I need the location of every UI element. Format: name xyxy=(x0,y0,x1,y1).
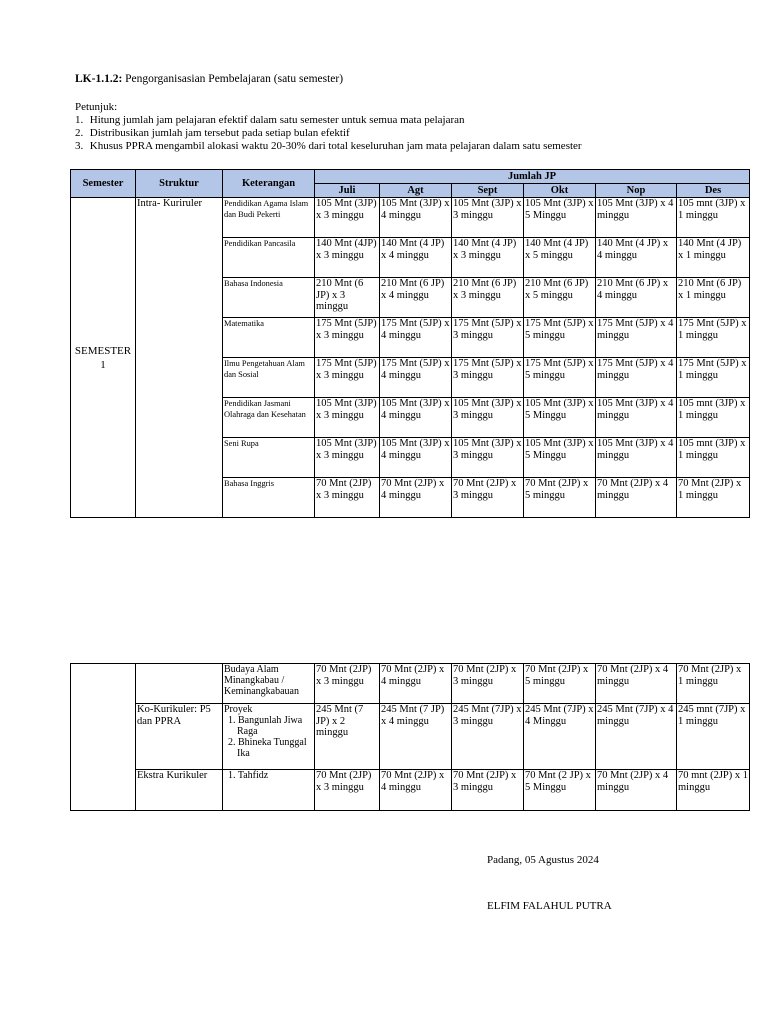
jp-cell: 70 Mnt (2JP) x 1 minggu xyxy=(677,664,750,704)
jp-cell: 105 Mnt (3JP) x 4 minggu xyxy=(596,438,677,478)
header-jumlah-jp: Jumlah JP xyxy=(315,170,750,184)
instruction-text: Distribusikan jumlah jam tersebut pada setiap bulan efektif xyxy=(89,127,350,139)
jp-cell: 175 Mnt (5JP) x 3 minggu xyxy=(315,358,380,398)
jp-cell: 140 Mnt (4 JP) x 4 minggu xyxy=(596,238,677,278)
jp-cell: 175 Mnt (5JP) x 4 minggu xyxy=(380,318,452,358)
jp-cell: 245 Mnt (7 JP) x 4 minggu xyxy=(380,704,452,770)
jp-cell: 175 Mnt (5JP) x 4 minggu xyxy=(596,358,677,398)
jp-cell: 70 Mnt (2JP) x 3 minggu xyxy=(452,770,524,811)
jp-cell: 245 Mnt (7JP) x 4 minggu xyxy=(596,704,677,770)
list-number: 1. xyxy=(228,770,236,781)
jp-cell: 70 mnt (2JP) x 1 minggu xyxy=(677,770,750,811)
jp-cell: 105 mnt (3JP) x 1 minggu xyxy=(677,438,750,478)
keterangan-list xyxy=(224,715,313,759)
jp-cell: 245 Mnt (7JP) x 3 minggu xyxy=(452,704,524,770)
keterangan-cell xyxy=(223,704,315,770)
struktur-cell: Ko-Kurikuler: P5 dan PPRA xyxy=(136,704,223,770)
instructions-label: Petunjuk: xyxy=(75,101,118,113)
table-row xyxy=(71,198,750,238)
keterangan-cell: Pendidikan Agama Islam dan Budi Pekerti xyxy=(223,198,315,238)
jp-cell: 175 Mnt (5JP) x 4 minggu xyxy=(380,358,452,398)
jp-cell: 70 Mnt (2JP) x 1 minggu xyxy=(677,478,750,518)
jp-cell: 105 Mnt (3JP) x 3 minggu xyxy=(452,198,524,238)
jp-cell: 210 Mnt (6 JP) x 1 minggu xyxy=(677,278,750,318)
jp-cell: 70 Mnt (2 JP) x 5 Minggu xyxy=(524,770,596,811)
jp-cell: 105 Mnt (3JP) x 5 Minggu xyxy=(524,438,596,478)
jp-cell: 70 Mnt (2JP) x 4 minggu xyxy=(380,478,452,518)
jp-cell: 70 Mnt (2JP) x 3 minggu xyxy=(315,664,380,704)
jp-cell: 105 Mnt (3JP) x 3 minggu xyxy=(315,398,380,438)
header-month: Des xyxy=(677,184,750,198)
jp-cell: 105 Mnt (3JP) x 3 minggu xyxy=(452,398,524,438)
jp-cell: 245 Mnt (7JP) x 4 Minggu xyxy=(524,704,596,770)
allocation-table-part-2 xyxy=(70,663,750,811)
list-text: Tahfidz xyxy=(237,770,269,781)
table-row xyxy=(71,704,750,770)
jp-cell: 70 Mnt (2JP) x 3 minggu xyxy=(452,478,524,518)
jp-cell: 140 Mnt (4 JP) x 5 minggu xyxy=(524,238,596,278)
keterangan-cell: Bahasa Indonesia xyxy=(223,278,315,318)
jp-cell: 105 Mnt (3JP) x 4 minggu xyxy=(596,398,677,438)
list-number: 1. xyxy=(228,715,236,726)
jp-cell: 175 Mnt (5JP) x 3 minggu xyxy=(452,318,524,358)
instruction-number: 2. xyxy=(75,127,84,139)
jp-cell: 210 Mnt (6 JP) x 4 minggu xyxy=(380,278,452,318)
jp-cell: 140 Mnt (4 JP) x 4 minggu xyxy=(380,238,452,278)
jp-cell: 105 Mnt (3JP) x 4 minggu xyxy=(380,438,452,478)
instruction-number: 1. xyxy=(75,114,84,126)
jp-cell: 70 Mnt (2JP) x 4 minggu xyxy=(596,664,677,704)
table-row xyxy=(71,770,750,811)
jp-cell: 175 Mnt (5JP) x 4 minggu xyxy=(596,318,677,358)
list-item xyxy=(224,770,313,781)
header-month: Okt xyxy=(524,184,596,198)
instruction-item xyxy=(75,127,582,140)
jp-cell: 105 Mnt (3JP) x 3 minggu xyxy=(315,198,380,238)
keterangan-title: Proyek xyxy=(224,704,253,715)
instruction-text: Hitung jumlah jam pelajaran efektif dalam satu semester untuk semua mata pelajaran xyxy=(89,114,465,126)
keterangan-cell: Pendidikan Pancasila xyxy=(223,238,315,278)
keterangan-cell xyxy=(223,770,315,811)
jp-cell: 175 Mnt (5JP) x 1 minggu xyxy=(677,358,750,398)
jp-cell: 105 Mnt (3JP) x 5 Minggu xyxy=(524,198,596,238)
jp-cell: 105 mnt (3JP) x 1 minggu xyxy=(677,398,750,438)
jp-cell: 105 Mnt (3JP) x 4 minggu xyxy=(380,398,452,438)
document-title xyxy=(75,73,343,85)
list-item xyxy=(224,715,313,737)
keterangan-list xyxy=(224,770,313,781)
header-keterangan: Keterangan xyxy=(223,170,315,198)
instructions xyxy=(75,101,582,153)
jp-cell: 70 Mnt (2JP) x 3 minggu xyxy=(315,770,380,811)
jp-cell: 70 Mnt (2JP) x 4 minggu xyxy=(596,770,677,811)
header-month: Agt xyxy=(380,184,452,198)
jp-cell: 210 Mnt (6 JP) x 5 minggu xyxy=(524,278,596,318)
jp-cell: 175 Mnt (5JP) x 3 minggu xyxy=(452,358,524,398)
struktur-cell: Intra- Kuriruler xyxy=(136,198,223,518)
semester-cell xyxy=(71,664,136,811)
jp-cell: 70 Mnt (2JP) x 5 minggu xyxy=(524,478,596,518)
jp-cell: 70 Mnt (2JP) x 4 minggu xyxy=(596,478,677,518)
jp-cell: 245 Mnt (7 JP) x 2 minggu xyxy=(315,704,380,770)
jp-cell: 70 Mnt (2JP) x 4 minggu xyxy=(380,664,452,704)
jp-cell: 105 Mnt (3JP) x 3 minggu xyxy=(452,438,524,478)
allocation-table-part-1 xyxy=(70,169,750,518)
title-text: Pengorganisasian Pembelajaran (satu semester) xyxy=(122,73,344,85)
list-text: Bangunlah Jiwa Raga xyxy=(237,715,303,737)
header-semester: Semester xyxy=(71,170,136,198)
jp-cell: 105 Mnt (3JP) x 5 Minggu xyxy=(524,398,596,438)
jp-cell: 245 mnt (7JP) x 1 minggu xyxy=(677,704,750,770)
list-number: 2. xyxy=(228,737,236,748)
keterangan-cell: Budaya Alam Minangkabau / Keminangkabauan xyxy=(223,664,315,704)
keterangan-cell: Pendidikan Jasmani Olahraga dan Kesehatan xyxy=(223,398,315,438)
keterangan-cell: Matematika xyxy=(223,318,315,358)
jp-cell: 210 Mnt (6 JP) x 3 minggu xyxy=(315,278,380,318)
header-month: Sept xyxy=(452,184,524,198)
keterangan-cell: Bahasa Inggris xyxy=(223,478,315,518)
jp-cell: 105 mnt (3JP) x 1 minggu xyxy=(677,198,750,238)
place-date: Padang, 05 Agustus 2024 xyxy=(487,854,599,866)
jp-cell: 175 Mnt (5JP) x 5 minggu xyxy=(524,318,596,358)
jp-cell: 140 Mnt (4 JP) x 3 minggu xyxy=(452,238,524,278)
signer-name: ELFIM FALAHUL PUTRA xyxy=(487,900,612,912)
jp-cell: 140 Mnt (4 JP) x 1 minggu xyxy=(677,238,750,278)
list-item xyxy=(224,737,313,759)
instruction-item xyxy=(75,140,582,153)
struktur-cell: Ekstra Kurikuler xyxy=(136,770,223,811)
jp-cell: 105 Mnt (3JP) x 3 minggu xyxy=(315,438,380,478)
jp-cell: 105 Mnt (3JP) x 4 minggu xyxy=(596,198,677,238)
struktur-cell xyxy=(136,664,223,704)
keterangan-cell: Ilmu Pengetahuan Alam dan Sosial xyxy=(223,358,315,398)
jp-cell: 210 Mnt (6 JP) x 4 minggu xyxy=(596,278,677,318)
header-month: Nop xyxy=(596,184,677,198)
jp-cell: 70 Mnt (2JP) x 3 minggu xyxy=(315,478,380,518)
instructions-list xyxy=(75,114,582,153)
header-struktur: Struktur xyxy=(136,170,223,198)
jp-cell: 175 Mnt (5JP) x 1 minggu xyxy=(677,318,750,358)
semester-cell: SEMESTER 1 xyxy=(71,198,136,518)
list-text: Bhineka Tunggal Ika xyxy=(237,737,307,759)
jp-cell: 140 Mnt (4JP) x 3 minggu xyxy=(315,238,380,278)
instruction-item xyxy=(75,114,582,127)
instruction-number: 3. xyxy=(75,140,84,152)
keterangan-cell: Seni Rupa xyxy=(223,438,315,478)
jp-cell: 175 Mnt (5JP) x 5 minggu xyxy=(524,358,596,398)
header-month: Juli xyxy=(315,184,380,198)
title-code: LK-1.1.2: xyxy=(75,73,123,85)
jp-cell: 105 Mnt (3JP) x 4 minggu xyxy=(380,198,452,238)
jp-cell: 210 Mnt (6 JP) x 3 minggu xyxy=(452,278,524,318)
jp-cell: 175 Mnt (5JP) x 3 minggu xyxy=(315,318,380,358)
jp-cell: 70 Mnt (2JP) x 5 minggu xyxy=(524,664,596,704)
instruction-text: Khusus PPRA mengambil alokasi waktu 20-30% dari total keseluruhan jam mata pelajaran dalam satu semester xyxy=(89,140,582,152)
jp-cell: 70 Mnt (2JP) x 3 minggu xyxy=(452,664,524,704)
jp-cell: 70 Mnt (2JP) x 4 minggu xyxy=(380,770,452,811)
table-row xyxy=(71,664,750,704)
